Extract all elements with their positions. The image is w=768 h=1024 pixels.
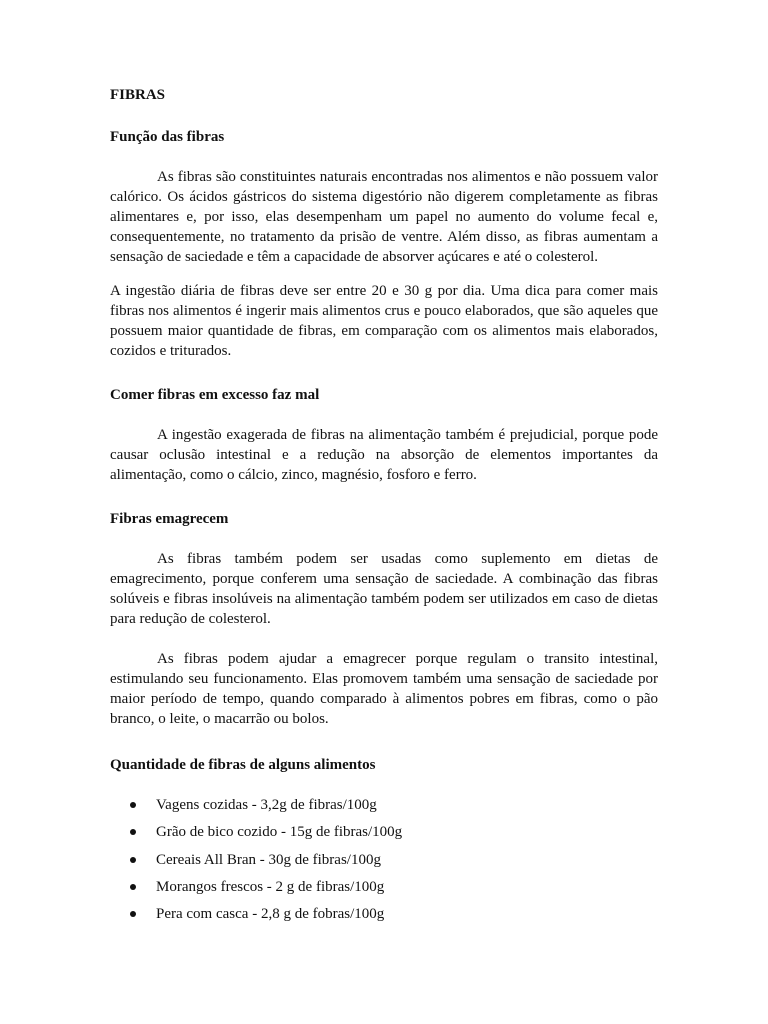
document-title: FIBRAS (110, 87, 166, 103)
list-item-text: Cereais All Bran - 30g de fibras/100g (156, 851, 381, 868)
list-item-text: Grão de bico cozido - 15g de fibras/100g (156, 824, 403, 841)
paragraph-funcao-2: A ingestão diária de fibras deve ser entre 20 e 30 g por dia. Uma dica para comer mais fibras nos alimentos é ingerir mais alimentos crus e pouco elaborados, que são aqueles que possuem maior quantidade de fibras, em comparação com os alimentos mais elaborados, cozidos e triturados. (110, 283, 658, 359)
section-heading-excesso: Comer fibras em excesso faz mal (110, 387, 320, 403)
list-item-text: Pera com casca - 2,8 g de fobras/100g (156, 906, 385, 923)
bullet-icon (130, 857, 136, 863)
paragraph-excesso-1: A ingestão exagerada de fibras na alimentação também é prejudicial, porque pode causar oclusão intestinal e a redução na absorção de elementos importantes da alimentação, como o cálcio, zinco, magnésio, fosforo e ferro. (110, 427, 658, 483)
document-page (110, 85, 658, 931)
paragraph-emagrecem-2: As fibras podem ajudar a emagrecer porque regulam o transito intestinal, estimulando seu funcionamento. Elas promovem também uma sensação de saciedade por maior período de tempo, quando comparado à alimentos pobres em fibras, como o pão branco, o leite, o macarrão ou bolos. (110, 651, 658, 727)
bullet-icon (130, 884, 136, 890)
bullet-icon (130, 802, 136, 808)
list-item-text: Morangos frescos - 2 g de fibras/100g (156, 878, 385, 895)
bullet-icon (130, 911, 136, 917)
list-item (110, 822, 658, 842)
list-item (110, 877, 658, 897)
list-item-text: Vagens cozidas - 3,2g de fibras/100g (156, 797, 377, 813)
list-item (110, 850, 658, 870)
section-heading-emagrecem: Fibras emagrecem (110, 511, 229, 527)
list-item (110, 904, 658, 924)
paragraph-funcao-1: As fibras são constituintes naturais encontradas nos alimentos e não possuem valor calórico. Os ácidos gástricos do sistema digestório não digerem completamente as fibras alimentares e, por isso, elas desempenham um papel no aumento do volume fecal e, consequentemente, no tratamento da prisão de ventre. Além disso, as fibras aumentam a sensação de saciedade e têm a capacidade de absorver açúcares e até o colesterol. (110, 169, 658, 265)
list-item (110, 795, 658, 815)
fiber-foods-list (110, 795, 658, 924)
section-heading-funcao: Função das fibras (110, 129, 225, 145)
section-heading-quantidade: Quantidade de fibras de alguns alimentos (110, 757, 376, 773)
paragraph-emagrecem-1: As fibras também podem ser usadas como suplemento em dietas de emagrecimento, porque conferem uma sensação de saciedade. A combinação das fibras solúveis e fibras insolúveis na alimentação também podem ser utilizados em caso de dietas para redução de colesterol. (110, 551, 658, 627)
bullet-icon (130, 829, 136, 835)
